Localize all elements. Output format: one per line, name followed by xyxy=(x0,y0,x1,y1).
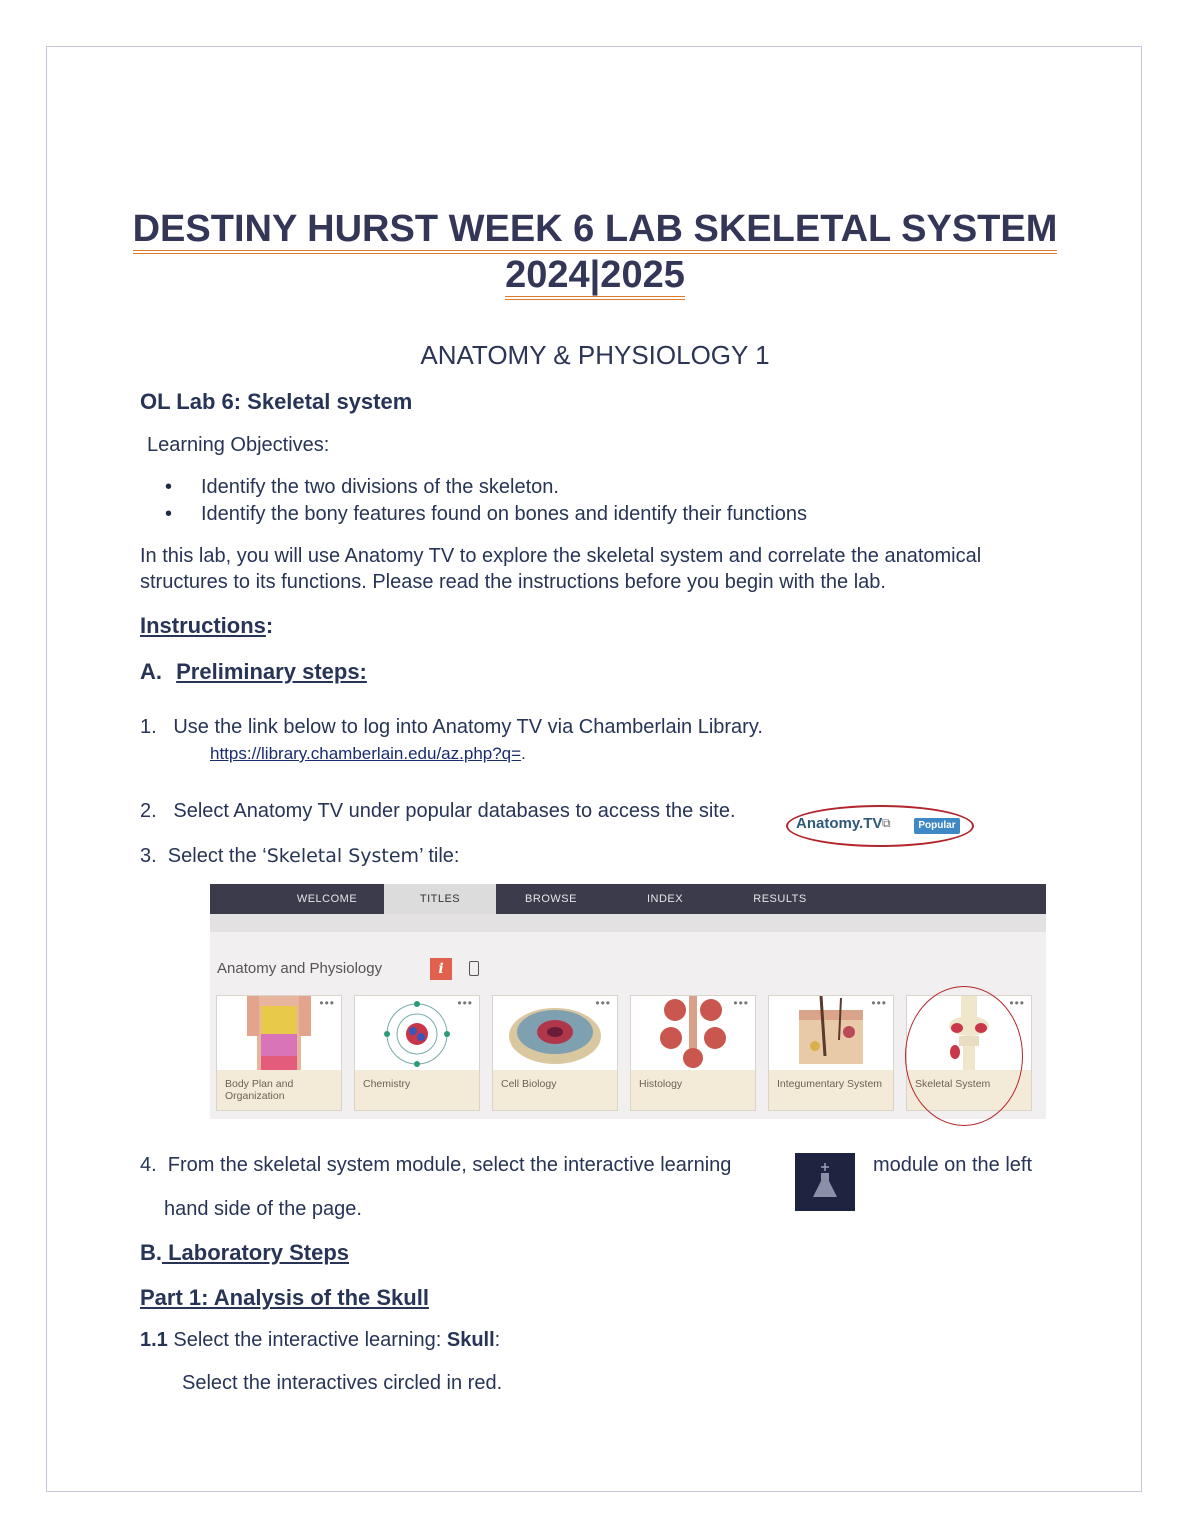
tile-caption xyxy=(493,1070,617,1110)
step-1-1-instruction: Select the interactives circled in red. xyxy=(182,1372,503,1394)
tile-label: Skeletal System xyxy=(915,1078,991,1090)
tab-welcome[interactable]: WELCOME xyxy=(296,893,358,905)
section-b-letter: B. xyxy=(140,1240,162,1265)
tile-label: Body Plan and Organization xyxy=(225,1078,294,1102)
flask-icon xyxy=(795,1153,855,1211)
step-4-line-1: 4. From the skeletal system module, select the interactive learning xyxy=(140,1154,732,1176)
more-options-icon[interactable]: ••• xyxy=(733,996,749,1010)
tab-results[interactable]: RESULTS xyxy=(753,893,807,905)
step-1-1-number: 1.1 xyxy=(140,1329,168,1351)
nav-shadow xyxy=(210,914,1046,932)
title-line-2: 2024|2025 xyxy=(505,254,685,300)
document-title-year xyxy=(60,252,1130,298)
bullet: • xyxy=(165,476,173,498)
lab-heading: OL Lab 6: Skeletal system xyxy=(140,389,413,414)
tab-titles[interactable]: TITLES xyxy=(384,884,496,922)
tile-label: Chemistry xyxy=(363,1078,411,1090)
course-subtitle: ANATOMY & PHYSIOLOGY 1 xyxy=(420,340,770,370)
tile-label: Integumentary System xyxy=(777,1078,883,1090)
objective-text: Identify the two divisions of the skeleton. xyxy=(201,476,559,498)
more-options-icon[interactable]: ••• xyxy=(319,996,335,1010)
step-1-1-skull: Skull xyxy=(446,1329,495,1351)
section-a-title: Preliminary steps: xyxy=(176,659,367,684)
step-1-link-line xyxy=(210,744,526,764)
tile-caption xyxy=(355,1070,479,1110)
tile-caption xyxy=(631,1070,755,1110)
tab-browse[interactable]: BROWSE xyxy=(525,893,577,905)
section-a-letter: A. xyxy=(140,659,162,684)
document-title xyxy=(60,206,1130,252)
tile-integumentary[interactable] xyxy=(768,995,894,1111)
external-link-icon: ⧉ xyxy=(882,816,891,830)
step-1-1-colon: : xyxy=(494,1329,501,1351)
instructions-label: Instructions xyxy=(140,613,266,638)
objectives-label: Learning Objectives: xyxy=(147,434,330,456)
section-a-heading xyxy=(140,659,367,685)
part-1-heading: Part 1: Analysis of the Skull xyxy=(140,1285,429,1310)
tile-histology[interactable] xyxy=(630,995,756,1111)
step-3-suffix: ’ tile: xyxy=(419,845,460,867)
section-label: Anatomy and Physiology xyxy=(217,960,383,977)
instructions-colon: : xyxy=(265,613,274,638)
step-1-1-text: Select the interactive learning: xyxy=(167,1329,447,1351)
popular-badge: Popular xyxy=(914,818,960,834)
library-link[interactable]: https://library.chamberlain.edu/az.php?q= xyxy=(210,744,522,763)
step-3 xyxy=(140,845,459,868)
title-line-1: DESTINY HURST WEEK 6 LAB SKELETAL SYSTEM xyxy=(133,208,1058,254)
step-4-line-1-cont: module on the left xyxy=(873,1154,1032,1176)
more-options-icon[interactable]: ••• xyxy=(595,996,611,1010)
step-1: 1. Use the link below to log into Anatomy TV via Chamberlain Library. xyxy=(140,716,763,738)
more-options-icon[interactable]: ••• xyxy=(457,996,473,1010)
more-options-icon[interactable]: ••• xyxy=(1009,996,1025,1010)
interactive-learning-flask-icon xyxy=(795,1153,855,1211)
tile-label: Cell Biology xyxy=(501,1078,557,1090)
step-3-term: Skeletal System xyxy=(266,845,420,867)
objective-text: Identify the bony features found on bones and identify their functions xyxy=(201,503,807,525)
anatomytv-link[interactable]: Anatomy.TV xyxy=(796,815,883,832)
anatomytv-badge-image xyxy=(786,802,978,852)
step-3-prefix: 3. Select the ‘ xyxy=(140,845,267,867)
bullet: • xyxy=(165,503,173,525)
tile-label: Histology xyxy=(639,1078,683,1090)
step-1-1 xyxy=(140,1329,500,1352)
link-period: . xyxy=(521,744,526,763)
section-b-title: Laboratory Steps xyxy=(162,1240,350,1265)
nav-bar xyxy=(210,884,1046,914)
section-b-heading xyxy=(140,1240,349,1266)
instructions-heading xyxy=(140,613,273,639)
anatomytv-screenshot xyxy=(210,884,1046,1119)
intro-line-2: structures to its functions. Please read the instructions before you begin with the lab. xyxy=(140,571,886,593)
intro-line-1: In this lab, you will use Anatomy TV to explore the skeletal system and correlate the anatomical xyxy=(140,545,982,567)
tile-body-plan[interactable] xyxy=(216,995,342,1111)
red-circle-highlight xyxy=(905,986,1023,1126)
more-options-icon[interactable]: ••• xyxy=(871,996,887,1010)
step-2: 2. Select Anatomy TV under popular databases to access the site. xyxy=(140,800,736,822)
step-4-line-2: hand side of the page. xyxy=(164,1198,362,1220)
tile-caption xyxy=(769,1070,893,1110)
tile-cell-biology[interactable] xyxy=(492,995,618,1111)
mobile-device-icon[interactable] xyxy=(469,961,479,976)
tab-index[interactable]: INDEX xyxy=(646,893,684,905)
info-icon[interactable]: i xyxy=(430,958,452,980)
tile-chemistry[interactable] xyxy=(354,995,480,1111)
